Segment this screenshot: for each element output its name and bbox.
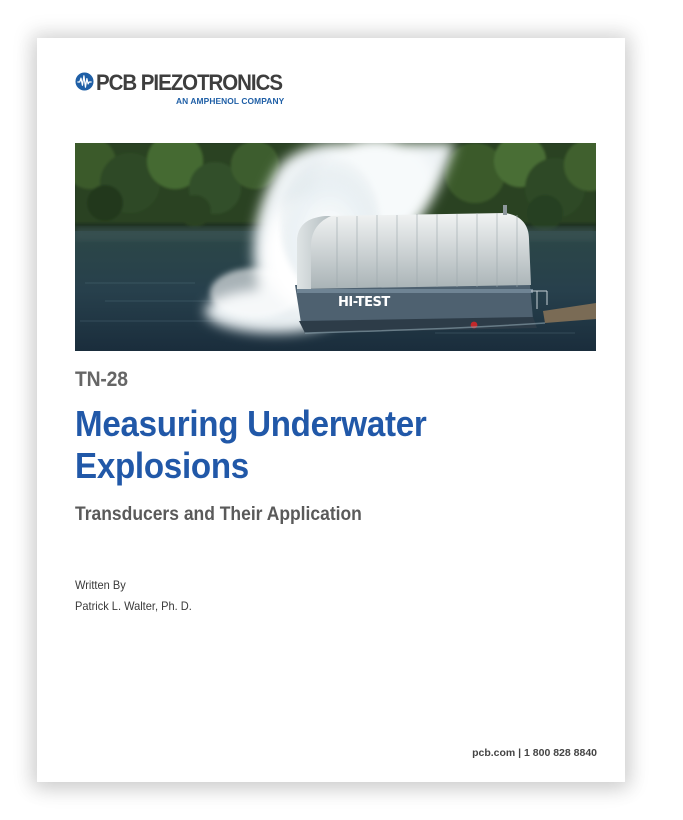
document-title: [75, 403, 535, 487]
byline-author: Patrick L. Walter, Ph. D.: [75, 599, 192, 613]
barge-painted-label: HI-TEST: [338, 295, 390, 310]
hero-photo-underwater-explosion-barge: [75, 143, 596, 351]
sine-wave-logo-icon: [75, 72, 94, 91]
footer-contact: pcb.com | 1 800 828 8840: [472, 747, 597, 759]
document-number: TN-28: [75, 368, 128, 391]
byline-label: Written By: [75, 578, 126, 592]
company-name: PCB PIEZOTRONICS: [96, 70, 282, 95]
document-title-line-1: Measuring Underwater: [75, 403, 427, 444]
document-subtitle: Transducers and Their Application: [75, 504, 362, 525]
company-tagline: AN AMPHENOL COMPANY: [176, 96, 285, 106]
document-cover-page: [37, 38, 625, 782]
company-logo: [75, 71, 305, 111]
document-title-line-2: Explosions: [75, 445, 249, 486]
